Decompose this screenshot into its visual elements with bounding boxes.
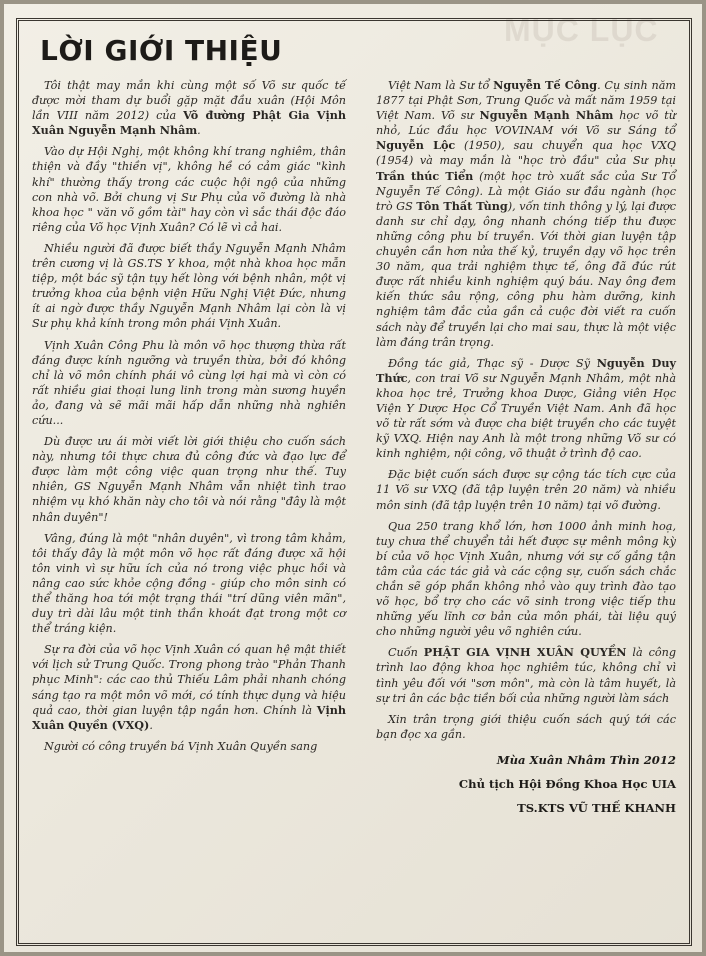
text-run: Xin trân trọng giới thiệu cuốn sách quý tới các bạn đọc xa gần.	[376, 712, 676, 741]
emphasis-text: Võ đường Phật Gia Vịnh Xuân Nguyễn Mạnh Nhâm	[32, 108, 346, 138]
page	[4, 4, 702, 952]
emphasis-text: PHẬT GIA VỊNH XUÂN QUYỀN	[423, 645, 627, 660]
paragraph	[32, 78, 346, 138]
paragraph	[376, 356, 676, 462]
signature-name: TS.KTS VŨ THẾ KHANH	[517, 800, 676, 815]
text-run: . Cụ sinh năm 1877 tại Phật Sơn, Trung Quốc và mất năm 1959 tại Việt Nam. Võ sư	[376, 79, 676, 123]
text-run: Vịnh Xuân Công Phu là môn võ học thượng thừa rất đáng được kính ngưỡng và truyền thừa, bởi đó không chỉ là võ môn chính phái vô cùng lợi hại mà vì còn có rất nhiều giai thoại lung linh trong màn sương huyền ảo, đang và sẽ mãi mãi hấp dẫn những nhà nghiên cứu...	[32, 338, 346, 427]
page-title: LỜI GIỚI THIỆU	[40, 34, 283, 67]
paragraph	[32, 241, 346, 332]
text-run: Vâng, đúng là một "nhân duyên", vì trong tâm khảm, tôi thấy đây là một môn võ học rất đáng được xã hội tôn vinh vì sự hữu ích của nó trong việc phục hồi và nâng cao sức khỏe cộng đồng - giúp cho môn sinh có thể thăng hoa tới một trạng thái "trí dũng viên mãn", duy trì dài lâu một tinh thần khoát đạt trong một cơ thể tráng kiện.	[32, 531, 346, 636]
paragraph	[32, 531, 346, 637]
signature-date: Mùa Xuân Nhâm Thìn 2012	[496, 752, 676, 767]
signature-block	[376, 748, 676, 820]
text-run: học võ từ nhỏ, Lúc đầu học VOVINAM với Võ sư Sáng tổ	[376, 109, 676, 138]
paragraph	[376, 519, 676, 640]
signature-role: Chủ tịch Hội Đồng Khoa Học UIA	[458, 776, 676, 791]
emphasis-text: Nguyễn Duy Thức	[376, 355, 676, 385]
text-run: Đặc biệt cuốn sách được sự cộng tác tích cực của 11 Võ sư VXQ (đã tập luyện trên 20 năm) và nhiều môn sinh (đã tập luyện trên 10 năm) tại võ đường.	[376, 468, 676, 512]
text-run: (1950), sau chuyển qua học VXQ (1954) và may mắn là "học trò đầu" của Sư phụ	[376, 139, 676, 168]
text-run: Người có công truyền bá Vịnh Xuân Quyền sang	[44, 739, 318, 753]
emphasis-text: Nguyễn Mạnh Nhâm	[479, 108, 614, 123]
text-run: Dù được ưu ái mời viết lời giới thiệu cho cuốn sách này, nhưng tôi thực chưa đủ công đức và đạo lực để được làm một công việc quan trọng như thế. Tuy nhiên, GS Nguyễn Mạnh Nhâm vẫn nhiệt tình trao nhiệm vụ khó khăn này cho tôi và nói rằng "đây là một nhân duyên"!	[32, 435, 346, 524]
text-run: Qua 250 trang khổ lớn, hơn 1000 ảnh minh hoạ, tuy chưa thể chuyển tải hết được sự mênh mông kỳ bí của võ học Vịnh Xuân, nhưng với sự cố gắng tận tâm của các tác giả và các cộng sự, cuốn sách chắc chắn sẽ góp phần không nhỏ vào quy trình đào tạo võ học, bổ trợ cho các võ sinh trong việc tiếp thu những yếu lĩnh cơ bản của môn phái, tài liệu quý cho những người yêu võ nghiên cứu.	[376, 519, 676, 639]
emphasis-text: Nguyễn Tế Công	[493, 78, 598, 92]
emphasis-text: Nguyễn Lộc	[376, 138, 456, 153]
text-run: (một học trò xuất sắc của Sư Tổ Nguyễn Tế Công). Là một Giáo sư đầu ngành (học trò GS	[376, 169, 676, 213]
paragraph	[32, 144, 346, 235]
paragraph	[32, 642, 346, 733]
text-run: , con trai Võ sư Nguyễn Mạnh Nhâm, một nhà khoa học trẻ, Trưởng khoa Dược, Giảng viên Học Viện Y Dược Học Cổ Truyền Việt Nam. Anh đã học võ từ rất sớm và được cha biệt truyền cho các tuyệt kỹ VXQ. Hiện nay Anh là một trong những Võ sư có kinh nghiệm, nội công, võ thuật ở trình độ cao.	[376, 371, 676, 461]
text-run: ), vốn tinh thông y lý, lại được danh sư chỉ dạy, ông nhanh chóng tiếp thu được những công phu bí truyền. Với thời gian luyện tập chuyên cần hơn nửa thế kỷ, truyền dạy võ học trên 30 năm, qua trải nghiệm thực tế, ông đã đúc rút được rất nhiều kinh nghiệm quý báu. Nay ông đem kiến thức sâu rộng, công phu hàm dưỡng, kinh nghiệm tâm đắc của gần cả cuộc đời viết ra cuốn sách này để truyền lại cho mai sau, thực là một việc làm đáng trân trọng.	[376, 199, 676, 349]
text-run: là công trình lao động khoa học nghiêm túc, không chỉ vì tình yêu đối với "sơn môn", mà còn là tâm huyết, là sự tri ân các bậc tiền bối của những người làm sách	[376, 646, 677, 705]
text-run: .	[197, 124, 201, 138]
background-bleed-text: MỤC LỤC	[504, 12, 659, 48]
emphasis-text: Trần thúc Tiển	[376, 168, 474, 183]
text-run: .	[149, 718, 153, 732]
text-run: Tôi thật may mắn khi cùng một số Võ sư quốc tế được mời tham dự buổi gặp mặt đầu xuân (Hội Môn lần VIII năm 2012) của	[32, 79, 346, 123]
paragraph	[376, 78, 676, 350]
right-column-body	[376, 78, 676, 742]
right-column	[376, 78, 676, 820]
text-run: Nhiều người đã được biết thầy Nguyễn Mạnh Nhâm trên cương vị là GS.TS Y khoa, một nhà khoa học mẫn tiệp, một bác sỹ tận tụy hết lòng với bệnh nhân, một vị trưởng khoa của bệnh viện Hữu Nghị Việt Đức, nhưng ít ai ngờ được thầy Nguyễn Mạnh Nhâm lại còn là vị Sư phụ khả kính trong môn phái Vịnh Xuân.	[32, 241, 346, 331]
paragraph	[32, 434, 346, 525]
text-run: Đồng tác giả, Thạc sỹ - Dược Sỹ	[388, 356, 597, 370]
emphasis-text: Vịnh Xuân Quyền (VXQ)	[32, 702, 346, 732]
text-run: Cuốn	[388, 646, 424, 660]
paragraph	[376, 467, 676, 512]
paragraph	[376, 645, 676, 705]
paragraph	[376, 712, 676, 742]
text-run: Việt Nam là Sư tổ	[388, 79, 494, 92]
left-column	[32, 78, 346, 760]
text-run: Vào dự Hội Nghị, một không khí trang nghiêm, thân thiện và đầy "thiền vị", không hề có cảm giác "kình khí" thường thấy trong các cuộc hội ngộ của những con nhà võ. Bởi chung vị Sư Phụ của võ đường là nhà khoa học " văn võ gồm tài" hay còn vì sắc thái độc đáo riêng của Võ học Vịnh Xuân? Có lẽ vì cả hai.	[32, 145, 346, 234]
paragraph	[32, 739, 346, 754]
paragraph	[32, 338, 346, 429]
text-run: Sự ra đời của võ học Vịnh Xuân có quan hệ mật thiết với lịch sử Trung Quốc. Trong phong trào "Phản Thanh phục Minh": các cao thủ Thiếu Lâm phải nhanh chóng sáng tạo ra một môn võ mới, có tính thực dụng và hiệu quả cao, thời gian luyện tập ngắn hơn. Chính là	[32, 643, 346, 717]
emphasis-text: Tôn Thất Tùng	[416, 198, 508, 213]
